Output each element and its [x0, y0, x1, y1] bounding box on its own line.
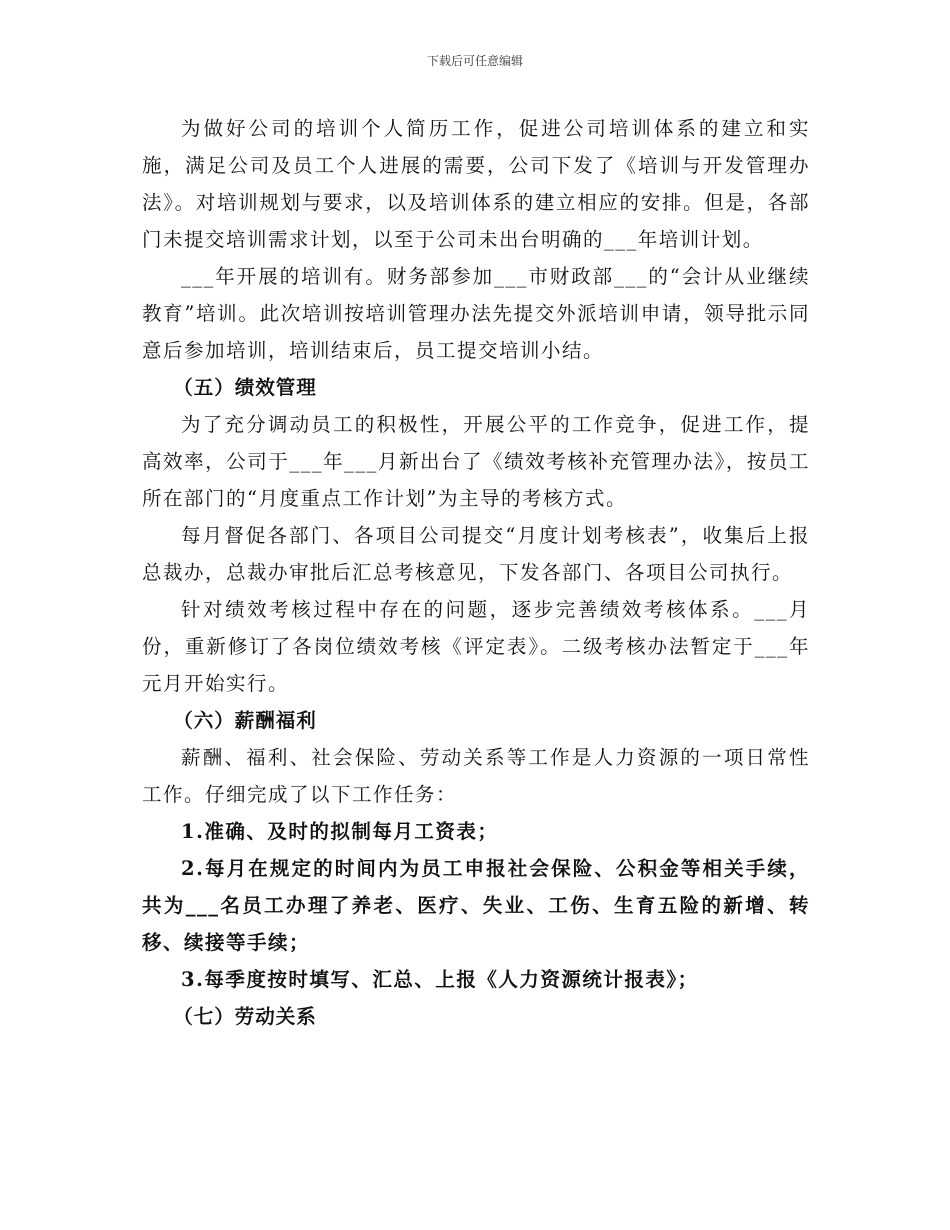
paragraph-monthly-assessment: 每月督促各部门、各项目公司提交“月度计划考核表”，收集后上报总裁办，总裁办审批后汇总考核意见，下发各部门、各项目公司执行。: [142, 524, 810, 584]
heading-compensation-benefits: （六）薪酬福利: [173, 709, 317, 732]
heading-performance-management: （五）绩效管理: [173, 376, 317, 399]
list-item-social-insurance: 2.每月在规定的时间内为员工申报社会保险、公积金等相关手续，共为___名员工办理了养老、医疗、失业、工伤、生育五险的新增、转移、续接等手续；: [142, 857, 810, 954]
paragraph-training-plan: 为做好公司的培训个人简历工作，促进公司培训体系的建立和实施，满足公司及员工个人进展的需要，公司下发了《培训与开发管理办法》。对培训规划与要求，以及培训体系的建立相应的安排。但是，各部门未提交培训需求计划，以至于公司未出台明确的___年培训计划。: [142, 117, 810, 251]
list-item-payroll: 1.准确、及时的拟制每月工资表；: [181, 820, 499, 843]
paragraph-training-conducted: ___年开展的培训有。财务部参加___市财政部___的“会计从业继续教育”培训。此次培训按培训管理办法先提交外派培训申请，领导批示同意后参加培训，培训结束后，员工提交培训小结。: [142, 265, 810, 362]
paragraph-performance-method: 为了充分调动员工的积极性，开展公平的工作竞争，促进工作，提高效率，公司于___年___月新出台了《绩效考核补充管理办法》，按员工所在部门的“月度重点工作计划”为主导的考核方式。: [142, 413, 810, 510]
paragraph-compensation-intro: 薪酬、福利、社会保险、劳动关系等工作是人力资源的一项日常性工作。仔细完成了以下工作任务：: [142, 746, 810, 806]
list-item-statistics-report: 3.每季度按时填写、汇总、上报《人力资源统计报表》；: [181, 968, 699, 991]
document-body: [142, 110, 810, 1035]
page-header: 下载后可任意编辑: [426, 54, 523, 68]
paragraph-assessment-improvement: 针对绩效考核过程中存在的问题，逐步完善绩效考核体系。___月份，重新修订了各岗位绩效考核《评定表》。二级考核办法暂定于___年元月开始实行。: [142, 598, 810, 695]
heading-labor-relations: （七）劳动关系: [173, 1005, 317, 1028]
